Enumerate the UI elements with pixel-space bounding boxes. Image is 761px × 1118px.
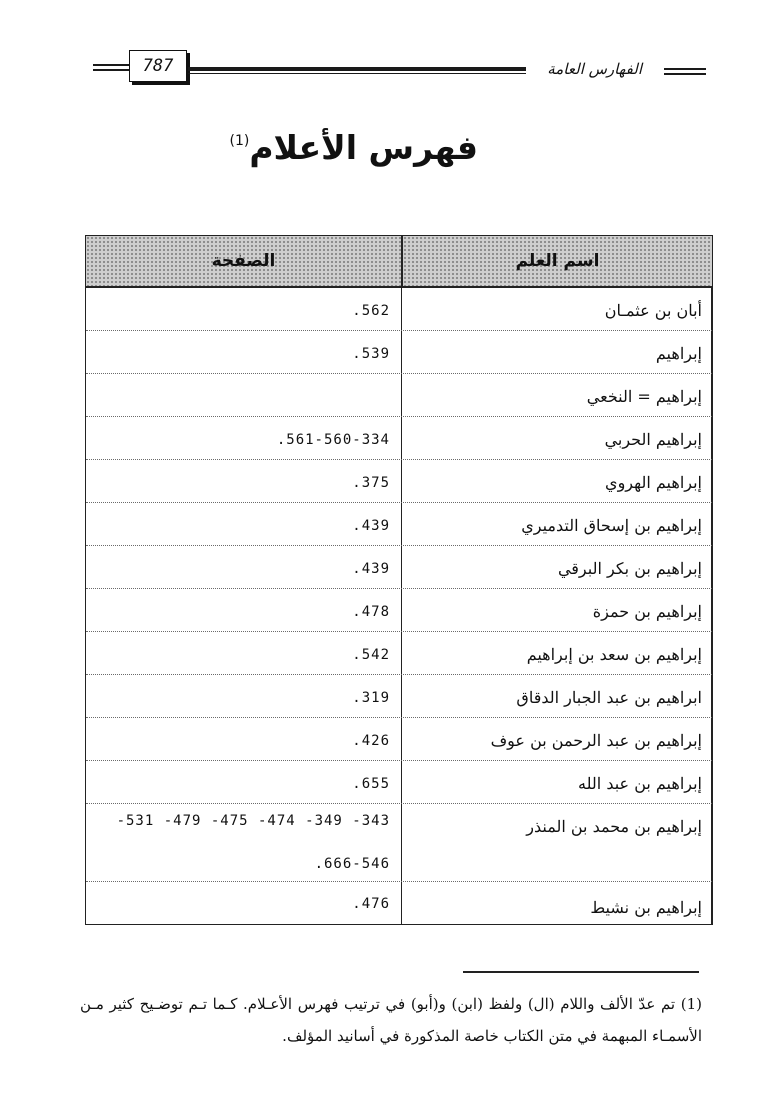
table-row [86, 718, 712, 761]
name-cell: إبراهيم بن سعد بن إبراهيم [526, 645, 702, 664]
name-cell: إبراهيم بن حمزة [592, 602, 702, 621]
page-cell: .319 [352, 690, 390, 706]
column-header-name: اسم العلم [401, 236, 712, 288]
page-cell: .561-560-334 [276, 432, 390, 448]
table-row [86, 675, 712, 718]
name-cell: إبراهيم بن نشيط [590, 898, 702, 917]
name-cell: إبراهيم [655, 344, 702, 363]
name-cell: إبراهيم بن محمد بن المنذر [526, 817, 702, 836]
name-cell: إبراهيم الهروي [605, 473, 702, 492]
footnote-marker: (1) [229, 133, 250, 149]
page-number: 787 [129, 50, 187, 82]
name-cell: إبراهيم بن عبد الرحمن بن عوف [490, 731, 702, 750]
table-row [86, 632, 712, 675]
name-cell: إبراهيم الحربي [604, 430, 702, 449]
page-title [200, 128, 478, 167]
page-cell: .426 [352, 733, 390, 749]
table-row [86, 546, 712, 589]
table-row [86, 374, 712, 417]
header-rule-middle [188, 73, 526, 74]
page-cell: .478 [352, 604, 390, 620]
header-rule-right [664, 68, 706, 70]
footnote-rule [463, 971, 699, 973]
page-cell: .439 [352, 561, 390, 577]
header-rule-left [93, 64, 129, 66]
table-row [86, 882, 712, 924]
table-row [86, 460, 712, 503]
header-rule-right [664, 73, 706, 75]
index-table [85, 235, 713, 925]
table-row [86, 331, 712, 374]
page-title-text: فهرس الأعلام [249, 128, 478, 167]
table-row [86, 761, 712, 804]
name-cell: إبراهيم = النخعي [586, 387, 702, 406]
header-rule-left [93, 69, 129, 71]
column-header-page: الصفحة [86, 236, 401, 288]
header-rule-middle [188, 67, 526, 71]
page-cell: .562 [352, 303, 390, 319]
table-header [86, 236, 712, 288]
name-cell: ابراهيم بن عبد الجبار الدقاق [516, 688, 702, 707]
page-cell-continued: .666-546 [314, 856, 390, 872]
footnote: (1) تم عدّ الألف واللام (ال) ولفظ (ابن) و(أبو) في ترتيب فهرس الأعـلام. كـما تـم توضـيح كثير مـن الأسمـاء المبهمة في متن الكتاب خاصة المذكورة في أسانيد المؤلف. [80, 995, 702, 1045]
page-cell: .539 [352, 346, 390, 362]
table-row [86, 804, 712, 882]
page-cell: -531 -479 -475 -474 -349 -343 [116, 813, 390, 829]
table-row [86, 503, 712, 546]
name-cell: إبراهيم بن عبد الله [578, 774, 702, 793]
table-row [86, 288, 712, 331]
page-cell: .542 [352, 647, 390, 663]
name-cell: إبراهيم بن بكر البرقي [557, 559, 702, 578]
table-row [86, 589, 712, 632]
table-row [86, 417, 712, 460]
page-cell: .375 [352, 475, 390, 491]
running-title: الفهارس العامة [547, 60, 642, 78]
page-cell: .655 [352, 776, 390, 792]
page-cell: .476 [352, 896, 390, 912]
page-cell: .439 [352, 518, 390, 534]
name-cell: أبان بن عثمـان [604, 301, 702, 320]
name-cell: إبراهيم بن إسحاق التدميري [521, 516, 702, 535]
